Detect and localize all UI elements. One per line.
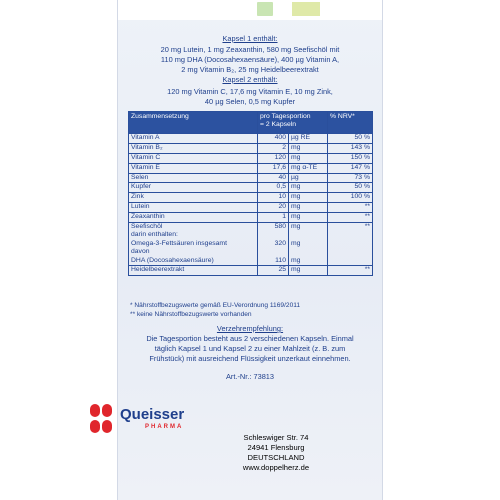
header-daily-portion-line1: pro Tagesportion [260, 113, 311, 120]
nutrient-name: Vitamin C [129, 153, 258, 163]
nutrient-nrv: 50 % [328, 183, 373, 193]
table-row [129, 193, 373, 203]
footnote-nrv: * Nährstoffbezugswerte gemäß EU-Verordnung 1169/2011 [130, 302, 301, 309]
kapsel2-heading: Kapsel 2 enthält: [222, 75, 278, 84]
fish-oil-contains-label: darin enthalten: [131, 231, 178, 239]
kapsel1-line: 110 mg DHA (Docosahexaensäure), 400 µg Vitamin A, [160, 55, 340, 64]
nutrient-nrv: ** [328, 203, 373, 213]
nutrient-unit: mg [289, 193, 328, 203]
omega3-unit: mg [291, 239, 301, 247]
kapsel1-heading: Kapsel 1 enthält: [222, 34, 278, 43]
nutrient-amount: 17,6 [258, 163, 289, 173]
table-row [129, 173, 373, 183]
nutrient-amount: 2 [258, 143, 289, 153]
table-row [129, 143, 373, 153]
fish-oil-names [129, 223, 258, 266]
brand-subtitle: PHARMA [145, 424, 184, 430]
table-row [129, 266, 373, 276]
nutrient-nrv: 147 % [328, 163, 373, 173]
dha-label: DHA (Docosahexaensäure) [131, 256, 214, 264]
nutrient-name: Vitamin E [129, 163, 258, 173]
address-website: www.doppelherz.de [242, 463, 310, 472]
header-composition: Zusammensetzung [129, 112, 258, 134]
nutrient-nrv: 50 % [328, 134, 373, 144]
nutrient-unit: mg α-TE [289, 163, 328, 173]
fish-oil-unit: mg [291, 223, 301, 231]
header-nrv: % NRV* [328, 112, 373, 134]
table-row [129, 213, 373, 223]
manufacturer-address [0, 433, 500, 473]
fish-oil-amount: 580 [274, 223, 286, 231]
nutrient-name: Heidelbeerextrakt [129, 266, 258, 276]
nutrient-amount: 25 [258, 266, 289, 276]
queisser-logo-icon [86, 404, 116, 434]
nutrient-unit: mg [289, 203, 328, 213]
nutrient-name: Vitamin B₂ [129, 143, 258, 153]
header-daily-portion-line2: = 2 Kapseln [260, 121, 297, 129]
verzehr-heading: Verzehrempfehlung: [216, 324, 284, 333]
fish-oil-label: Seefischöl [131, 223, 163, 231]
verzehr-line: Frühstück) mit ausreichend Flüssigkeit unzerkaut einnehmen. [149, 354, 351, 363]
article-number: Art.-Nr.: 73813 [225, 372, 275, 381]
header-daily-portion [258, 112, 328, 134]
nutrient-unit: mg [289, 183, 328, 193]
address-street: Schleswiger Str. 74 [243, 433, 309, 442]
table-header-row [129, 112, 373, 134]
address-country: DEUTSCHLAND [247, 453, 305, 462]
brand-name: Queisser [120, 406, 185, 423]
color-tab-lime [292, 2, 320, 16]
fish-oil-units [289, 223, 328, 266]
nutrient-amount: 40 [258, 173, 289, 183]
top-flap [118, 0, 382, 20]
nutrient-unit: mg [289, 153, 328, 163]
kapsel2-line: 120 mg Vitamin C, 17,6 mg Vitamin E, 10 mg Zink, [167, 87, 333, 96]
davon-label: davon [131, 248, 150, 256]
table-row [129, 183, 373, 193]
nutrient-amount: 10 [258, 193, 289, 203]
nutrient-name: Lutein [129, 203, 258, 213]
omega3-amount: 320 [274, 239, 286, 247]
kapsel2-line: 40 µg Selen, 0,5 mg Kupfer [204, 97, 296, 106]
dha-unit: mg [291, 256, 301, 264]
nutrient-name: Zink [129, 193, 258, 203]
table-row [129, 163, 373, 173]
nutrient-nrv: ** [328, 213, 373, 223]
nutrient-name: Kupfer [129, 183, 258, 193]
nutrient-nrv: 150 % [328, 153, 373, 163]
nutrient-unit: µg [289, 173, 328, 183]
nutrient-unit: mg [289, 266, 328, 276]
fish-oil-amounts [258, 223, 289, 266]
nutrient-name: Zeaxanthin [129, 213, 258, 223]
nutrient-nrv: 100 % [328, 193, 373, 203]
verzehr-line: täglich Kapsel 1 und Kapsel 2 zu einer Mahlzeit (z. B. zum [154, 344, 346, 353]
table-row [129, 153, 373, 163]
kapsel1-line: 2 mg Vitamin B₂, 25 mg Heidelbeerextrakt [181, 65, 319, 74]
nutrient-amount: 1 [258, 213, 289, 223]
kapsel1-line: 20 mg Lutein, 1 mg Zeaxanthin, 580 mg Seefischöl mit [160, 45, 340, 54]
nutrient-amount: 400 [258, 134, 289, 144]
fish-oil-nrv: ** [328, 223, 373, 266]
nutrient-nrv: 143 % [328, 143, 373, 153]
verzehr-line: Die Tagesportion besteht aus 2 verschiedenen Kapseln. Einmal [146, 334, 354, 343]
table-row [129, 203, 373, 213]
omega3-label: Omega-3-Fettsäuren insgesamt [131, 239, 227, 247]
nutrient-unit: µg RE [289, 134, 328, 144]
nutrient-unit: mg [289, 213, 328, 223]
table-row-fish-oil [129, 223, 373, 266]
nutrient-nrv: ** [328, 266, 373, 276]
table-row [129, 134, 373, 144]
nutrient-name: Selen [129, 173, 258, 183]
dha-amount: 110 [275, 256, 286, 264]
nutrient-amount: 120 [258, 153, 289, 163]
color-tab-green [257, 2, 273, 16]
nutrition-table [128, 111, 373, 276]
nutrient-unit: mg [289, 143, 328, 153]
address-city: 24941 Flensburg [247, 443, 305, 452]
nutrient-amount: 0,5 [258, 183, 289, 193]
nutrient-nrv: 73 % [328, 173, 373, 183]
nutrient-name: Vitamin A [129, 134, 258, 144]
nutrient-amount: 20 [258, 203, 289, 213]
footnote-no-nrv: ** keine Nährstoffbezugswerte vorhanden [130, 311, 252, 318]
